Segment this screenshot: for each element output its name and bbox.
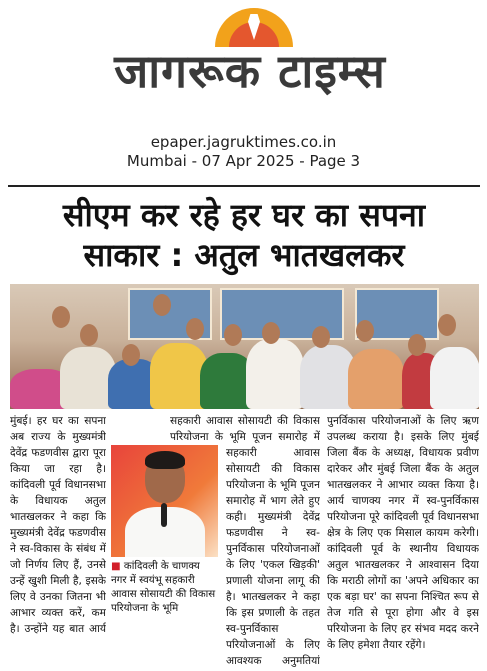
person-head	[262, 322, 280, 344]
microphone-icon	[161, 503, 167, 527]
person-head	[438, 314, 456, 336]
person-head	[186, 318, 204, 340]
headline-line-1: सीएम कर रहे हर घर का सपना	[62, 196, 426, 234]
person-head	[408, 334, 426, 356]
epaper-site-url[interactable]: epaper.jagruktimes.co.in	[150, 133, 337, 151]
headline-line-2: साकार : अतुल भातखलकर	[83, 236, 405, 274]
article-column-2-text: सहकारी आवास सोसायटी की विकास परियोजना के भूमि पूजन समारोह में	[170, 415, 320, 443]
person-head	[224, 324, 242, 346]
article-column-1	[10, 413, 106, 635]
article-column-2-top	[170, 413, 320, 445]
event-group-photo	[10, 284, 479, 409]
article-column-3-text: पुनर्विकास परियोजनाओं के लिए ऋण उपलब्ध कराया है। इसके लिए मुंबई जिला बैंक के अध्यक्ष, विधायक प्रवीण दारेकर और मुंबई जिला बैंक के अतुल भातखलकर ने आभार व्यक्त किया है। आर्य चाणक्य नगर में स्व-पुनर्विकास परियोजना पूरे कांदिवली पूर्व विधानसभा क्षेत्र के लिए एक मिसाल कायम करेगी। कांदिवली पूर्व के स्थानीय विधायक अतुल भातखलकर ने आश्वासन दिया कि मराठी लोगों का 'अपने अधिकार का एक बड़ा घर' का सपना निश्चित रूप से तेज गति से पूरा होगा और वे इस परियोजना के लिए हर संभव मदद करने के लिए हमेशा तैयार रहेंगे।	[327, 415, 479, 651]
speaker-inset-photo	[111, 445, 218, 557]
person-head	[122, 344, 140, 366]
edition-dateline: Mumbai - 07 Apr 2025 - Page 3	[126, 152, 361, 170]
article-column-3	[327, 413, 479, 669]
newspaper-brand-title: जागरूक टाइम्स	[114, 44, 386, 98]
person-figure	[430, 347, 479, 409]
person-head	[356, 320, 374, 342]
article-column-2-lower-text: सहकारी आवास सोसायटी की विकास परियोजना के भूमि पूजन समारोह में भाग लेते हुए कही। मुख्यमंत्री देवेंद्र फडणवीस ने स्व-पुनर्विकास परियोजनाओं के लिए 'एकल खिड़की' प्रणाली योजना लागू की है। भातखलकर ने कहा कि इस प्रणाली के तहत स्व-पुनर्विकास परियोजनाओं के लिए आवश्यक अनुमतियां	[226, 447, 320, 667]
photo-caption	[111, 560, 218, 616]
person-head	[312, 326, 330, 348]
article-column-1-text: मुंबई। हर घर का सपना अब राज्य के मुख्यमंत्री देवेंद्र फडणवीस द्वारा पूरा किया जा रहा है। कांदिवली पूर्व विधानसभा के विधायक अतुल भातखलकर ने कहा कि मुख्यमंत्री देवेंद्र फडणवीस ने स्व-विकास के संबंध में जो निर्णय लिए हैं, उनसे उन्हें खुशी मिली है, इसके लिए वे उनका जितना भी आभार व्यक्त करें, कम है। उन्होंने यह बात आर्य	[10, 415, 106, 635]
masthead	[0, 0, 487, 170]
article-column-2-lower	[226, 445, 320, 669]
header-rule	[8, 185, 480, 187]
caption-text: कांदिवली के चाणक्य नगर में स्वयंभू सहकारी आवास सोसायटी की विकास परियोजना के भूमि	[111, 561, 216, 614]
person-figure	[246, 339, 304, 409]
speaker-hair	[145, 451, 185, 469]
person-head	[52, 306, 70, 328]
person-head	[80, 324, 98, 346]
article-headline	[10, 195, 478, 275]
person-figure	[348, 349, 404, 409]
person-head	[153, 294, 171, 316]
caption-bullet-icon: ■	[111, 561, 124, 572]
